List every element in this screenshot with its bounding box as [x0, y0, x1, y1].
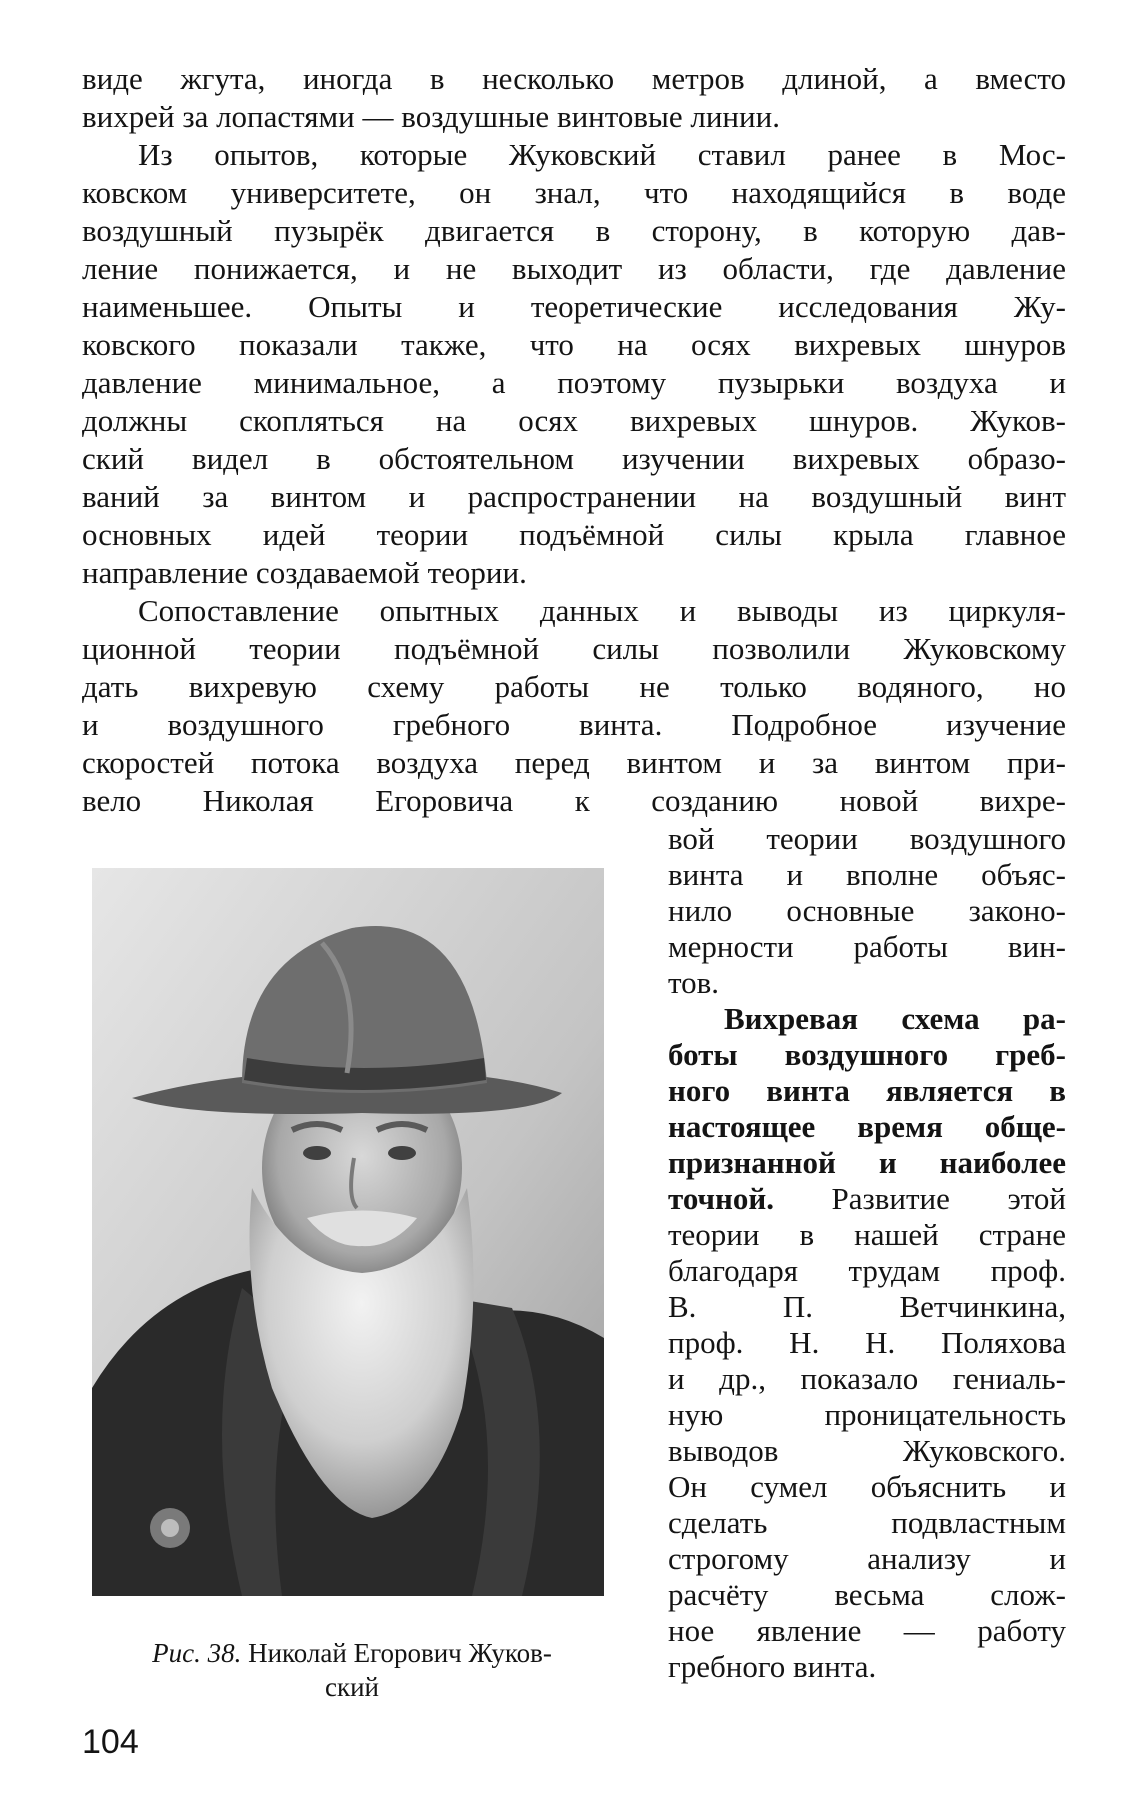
column-text-line: сделать подвластным [668, 1505, 1066, 1540]
text-line: скоростей потока воздуха перед винтом и за винтом при- [82, 745, 1066, 780]
right-eye [388, 1146, 416, 1160]
bold-text-line: Вихревая схема ра- [724, 1001, 1066, 1036]
column-text-line: В. П. Ветчинкина, [668, 1289, 1066, 1324]
bold-text-line: признанной и наиболее [668, 1145, 1066, 1180]
column-text-line: вой теории воздушного [668, 821, 1066, 856]
text-line: вело Николая Егоровича к созданию новой вихре- [82, 783, 1066, 818]
column-text-line: теории в нашей стране [668, 1217, 1066, 1252]
text-line: наименьшее. Опыты и теоретические исследования Жу- [82, 289, 1066, 324]
text-line: ционной теории подъёмной силы позволили Жуковскому [82, 631, 1066, 666]
column-text-line: ную проницательность [668, 1397, 1066, 1432]
column-text-line: проф. Н. Н. Поляхова [668, 1325, 1066, 1360]
figure-caption [82, 1636, 622, 1704]
column-text-line: мерности работы вин- [668, 929, 1066, 964]
caption-text-continued: ский [325, 1672, 379, 1702]
coat-button-highlight [161, 1519, 179, 1537]
left-eye [303, 1146, 331, 1160]
text-line: основных идей теории подъёмной силы крыла главное [82, 517, 1066, 552]
portrait-photo [92, 868, 604, 1596]
text-line: дать вихревую схему работы не только водяного, но [82, 669, 1066, 704]
page-number: 104 [82, 1723, 139, 1761]
text-line: Из опытов, которые Жуковский ставил ранее в Мос- [138, 137, 1066, 172]
column-text-line: благодаря трудам проф. [668, 1253, 1066, 1288]
portrait-illustration [92, 868, 604, 1596]
text-line: ление понижается, и не выходит из области, где давление [82, 251, 1066, 286]
text-line: и воздушного гребного винта. Подробное изучение [82, 707, 1066, 742]
text-line: вихрей за лопастями — воздушные винтовые линии. [82, 99, 780, 134]
text-line: ваний за винтом и распространении на воздушный винт [82, 479, 1066, 514]
bold-phrase: точной. [668, 1181, 774, 1216]
text-line: ский видел в обстоятельном изучении вихревых образо- [82, 441, 1066, 476]
text-line: должны скопляться на осях вихревых шнуров. Жуков- [82, 403, 1066, 438]
text-line: ковском университете, он знал, что находящийся в воде [82, 175, 1066, 210]
text-line: давление минимальное, а поэтому пузырьки воздуха и [82, 365, 1066, 400]
column-text-line: строгому анализу и [668, 1541, 1066, 1576]
column-text-line: тов. [668, 965, 720, 1000]
text-line: направление создаваемой теории. [82, 555, 527, 590]
text-span: Развитие этой [773, 1181, 1066, 1216]
bold-text-line: боты воздушного греб- [668, 1037, 1066, 1072]
column-text-line: ное явление — работу [668, 1613, 1066, 1648]
column-text-line: нило основные законо- [668, 893, 1066, 928]
figure-label: Рис. 38. [152, 1638, 242, 1668]
text-line: Сопоставление опытных данных и выводы из циркуля- [138, 593, 1066, 628]
caption-text: Николай Егорович Жуков- [248, 1638, 552, 1668]
column-text-line: и др., показало гениаль- [668, 1361, 1066, 1396]
text-line: ковского показали также, что на осях вихревых шнуров [82, 327, 1066, 362]
column-text-line: винта и вполне объяс- [668, 857, 1066, 892]
column-text-line: гребного винта. [668, 1649, 877, 1684]
text-line: воздушный пузырёк двигается в сторону, в которую дав- [82, 213, 1066, 248]
bold-text-line: настоящее время обще- [668, 1109, 1066, 1144]
bold-text-line: ного винта является в [668, 1073, 1066, 1108]
column-text-line: расчёту весьма слож- [668, 1577, 1066, 1612]
mixed-text-line [668, 1180, 1066, 1218]
column-text-line: выводов Жуковского. [668, 1433, 1066, 1468]
column-text-line: Он сумел объяснить и [668, 1469, 1066, 1504]
text-line: виде жгута, иногда в несколько метров длиной, а вместо [82, 61, 1066, 96]
